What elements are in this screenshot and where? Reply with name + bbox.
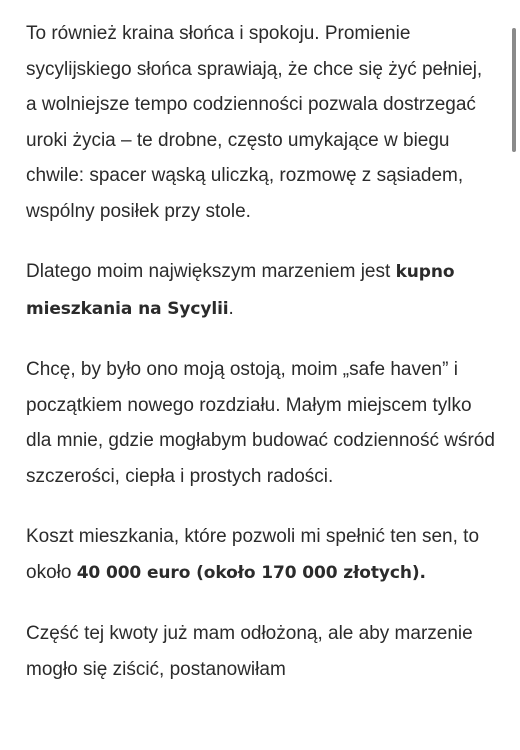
vertical-scrollbar[interactable] [512, 28, 516, 152]
bold-text-apartment: kupno mieszkania na Sycylii [26, 262, 455, 319]
paragraph-text: To również kraina słońca i spokoju. Promienie sycylijskiego słońca sprawiają, że chce się żyć pełniej, a wolniejsze tempo codzienności pozwala dostrzegać uroki życia – te drobne, często umykające w biegu chwile: spacer wąską uliczką, rozmowę z sąsiadem, wspólny posiłek przy stole. [26, 23, 483, 222]
paragraph-dream [26, 254, 498, 327]
bold-text-price: 40 000 euro (około 170 000 złotych). [76, 562, 426, 583]
paragraph-savings [26, 616, 498, 687]
paragraph-sicily-sun [26, 16, 498, 229]
paragraph-text: Koszt mieszkania, które pozwoli mi spełnić ten sen, to około [26, 526, 480, 583]
paragraph-cost [26, 519, 498, 591]
paragraph-text: Chcę, by było ono moją ostoją, moim „safe haven” i początkiem nowego rozdziału. Małym miejscem tylko dla mnie, gdzie mogłabym budować codzienność wśród szczerości, ciepła i prostych radości. [26, 359, 495, 487]
article-body [26, 16, 498, 712]
paragraph-text: Część tej kwoty już mam odłożoną, ale aby marzenie mogło się ziścić, postanowiłam [26, 623, 473, 680]
paragraph-text: . [228, 297, 234, 319]
paragraph-safe-haven [26, 352, 498, 494]
paragraph-text: Dlatego moim największym marzeniem jest [26, 261, 396, 282]
